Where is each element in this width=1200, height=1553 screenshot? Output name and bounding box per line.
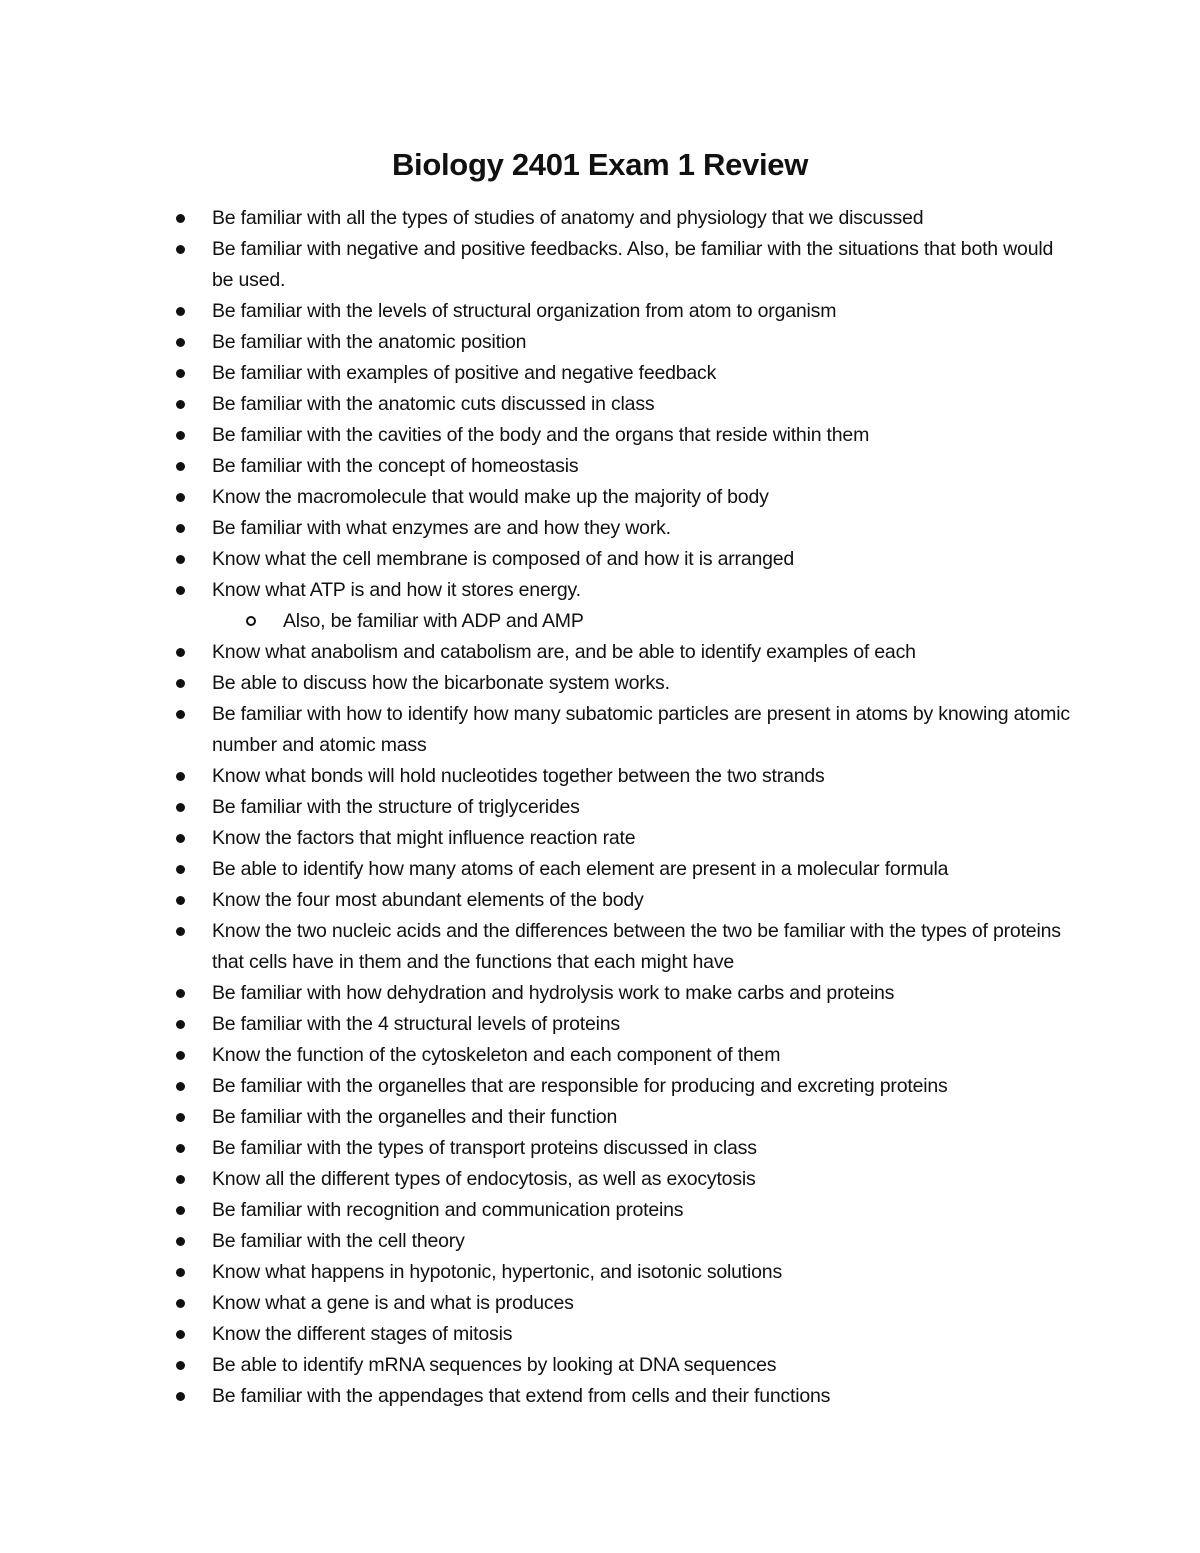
- list-item-text: Be familiar with the appendages that extend from cells and their functions: [212, 1385, 831, 1407]
- hollow-bullet-icon: [246, 616, 256, 626]
- list-item-text: Be familiar with the organelles and their function: [212, 1106, 618, 1128]
- list-item-text: Be familiar with the concept of homeostasis: [212, 455, 579, 477]
- list-item-text: Be able to discuss how the bicarbonate system works.: [212, 672, 670, 694]
- list-item-text: Be familiar with the anatomic cuts discussed in class: [212, 393, 655, 415]
- list-item: [0, 668, 1072, 699]
- bullet-icon: [176, 679, 185, 688]
- list-item: [0, 823, 1072, 854]
- list-item-text: Be familiar with the anatomic position: [212, 331, 527, 353]
- list-item: [0, 1164, 1072, 1195]
- bullet-icon: [176, 1206, 185, 1215]
- list-item: [0, 420, 1072, 451]
- list-item-text: Be able to identify mRNA sequences by looking at DNA sequences: [212, 1354, 777, 1376]
- bullet-icon: [176, 338, 185, 347]
- list-item: [0, 916, 1072, 978]
- list-item: [0, 637, 1072, 668]
- list-item: [0, 544, 1072, 575]
- bullet-icon: [176, 586, 185, 595]
- list-item-text: Be familiar with the 4 structural levels of proteins: [212, 1013, 620, 1035]
- list-item: [0, 1319, 1072, 1350]
- list-item-text: Know what happens in hypotonic, hypertonic, and isotonic solutions: [212, 1261, 783, 1283]
- bullet-icon: [176, 1237, 185, 1246]
- list-item: [0, 575, 1072, 606]
- list-item: [0, 203, 1072, 234]
- list-item: [0, 1226, 1072, 1257]
- list-item-text: Know what anabolism and catabolism are, and be able to identify examples of each: [212, 641, 916, 663]
- bullet-icon: [176, 1392, 185, 1401]
- bullet-icon: [176, 1020, 185, 1029]
- bullet-icon: [176, 307, 185, 316]
- list-item: [0, 1381, 1072, 1412]
- list-item-text: Know the four most abundant elements of the body: [212, 889, 644, 911]
- list-item-text: Know what bonds will hold nucleotides together between the two strands: [212, 765, 825, 787]
- list-item: [0, 792, 1072, 823]
- bullet-icon: [176, 524, 185, 533]
- list-item-text: Know all the different types of endocytosis, as well as exocytosis: [212, 1168, 756, 1190]
- bullet-icon: [176, 462, 185, 471]
- bullet-icon: [176, 400, 185, 409]
- bullet-icon: [176, 555, 185, 564]
- list-item: [0, 1009, 1072, 1040]
- list-item-text: Be familiar with the levels of structural organization from atom to organism: [212, 300, 837, 322]
- bullet-icon: [176, 648, 185, 657]
- list-item: [0, 327, 1072, 358]
- list-item-text: Be familiar with the cavities of the body and the organs that reside within them: [212, 424, 870, 446]
- bullet-icon: [176, 710, 185, 719]
- list-item-text: Be familiar with negative and positive feedbacks. Also, be familiar with the situations that both would be used.: [212, 238, 1054, 291]
- review-list: [0, 203, 1200, 1412]
- list-item-text: Also, be familiar with ADP and AMP: [283, 610, 584, 632]
- bullet-icon: [176, 431, 185, 440]
- list-item: [0, 358, 1072, 389]
- list-item-text: Be familiar with examples of positive and negative feedback: [212, 362, 717, 384]
- list-item-text: Be familiar with what enzymes are and how they work.: [212, 517, 671, 539]
- list-item-text: Be able to identify how many atoms of each element are present in a molecular formula: [212, 858, 949, 880]
- bullet-icon: [176, 1144, 185, 1153]
- list-item: [0, 1288, 1072, 1319]
- bullet-icon: [176, 1299, 185, 1308]
- list-item: [0, 296, 1072, 327]
- list-item-text: Know the factors that might influence reaction rate: [212, 827, 636, 849]
- bullet-icon: [176, 493, 185, 502]
- list-item: [0, 1350, 1072, 1381]
- list-item-text: Be familiar with how to identify how many subatomic particles are present in atoms by knowing atomic number and atomic mass: [212, 703, 1070, 756]
- list-item-text: Be familiar with the types of transport proteins discussed in class: [212, 1137, 757, 1159]
- list-item: [0, 885, 1072, 916]
- sub-list-item: [0, 606, 1063, 637]
- list-item: [0, 482, 1072, 513]
- list-item-text: Know what a gene is and what is produces: [212, 1292, 574, 1314]
- bullet-icon: [176, 1113, 185, 1122]
- list-item-text: Be familiar with recognition and communication proteins: [212, 1199, 684, 1221]
- bullet-icon: [176, 214, 185, 223]
- list-item: [0, 854, 1072, 885]
- list-item: [0, 1195, 1072, 1226]
- list-item: [0, 1040, 1072, 1071]
- bullet-icon: [176, 1051, 185, 1060]
- list-item: [0, 389, 1072, 420]
- bullet-icon: [176, 772, 185, 781]
- list-item: [0, 1071, 1072, 1102]
- list-item: [0, 1257, 1072, 1288]
- list-item: [0, 234, 1072, 296]
- list-item: [0, 699, 1072, 761]
- bullet-icon: [176, 245, 185, 254]
- list-item-text: Be familiar with the organelles that are responsible for producing and excreting proteins: [212, 1075, 948, 1097]
- list-item: [0, 513, 1072, 544]
- bullet-icon: [176, 896, 185, 905]
- list-item-text: Know the macromolecule that would make up the majority of body: [212, 486, 769, 508]
- bullet-icon: [176, 865, 185, 874]
- list-item: [0, 451, 1072, 482]
- list-item-text: Know the different stages of mitosis: [212, 1323, 513, 1345]
- list-item-text: Know the two nucleic acids and the differences between the two be familiar with the types of proteins that cells have in them and the functions that each might have: [212, 920, 1061, 973]
- bullet-icon: [176, 1175, 185, 1184]
- bullet-icon: [176, 989, 185, 998]
- list-item-text: Be familiar with how dehydration and hydrolysis work to make carbs and proteins: [212, 982, 895, 1004]
- list-item-text: Know the function of the cytoskeleton and each component of them: [212, 1044, 781, 1066]
- list-item-text: Be familiar with all the types of studies of anatomy and physiology that we discussed: [212, 207, 924, 229]
- bullet-icon: [176, 803, 185, 812]
- list-item-text: Be familiar with the cell theory: [212, 1230, 465, 1252]
- list-item: [0, 761, 1072, 792]
- list-item-text: Know what ATP is and how it stores energy.: [212, 579, 581, 601]
- bullet-icon: [176, 1361, 185, 1370]
- bullet-icon: [176, 927, 185, 936]
- list-item: [0, 978, 1072, 1009]
- bullet-icon: [176, 1268, 185, 1277]
- list-item: [0, 1102, 1072, 1133]
- list-item: [0, 1133, 1072, 1164]
- bullet-icon: [176, 1330, 185, 1339]
- document-title: Biology 2401 Exam 1 Review: [391, 147, 809, 182]
- bullet-icon: [176, 834, 185, 843]
- bullet-icon: [176, 369, 185, 378]
- list-item-text: Be familiar with the structure of triglycerides: [212, 796, 580, 818]
- list-item-text: Know what the cell membrane is composed of and how it is arranged: [212, 548, 795, 570]
- bullet-icon: [176, 1082, 185, 1091]
